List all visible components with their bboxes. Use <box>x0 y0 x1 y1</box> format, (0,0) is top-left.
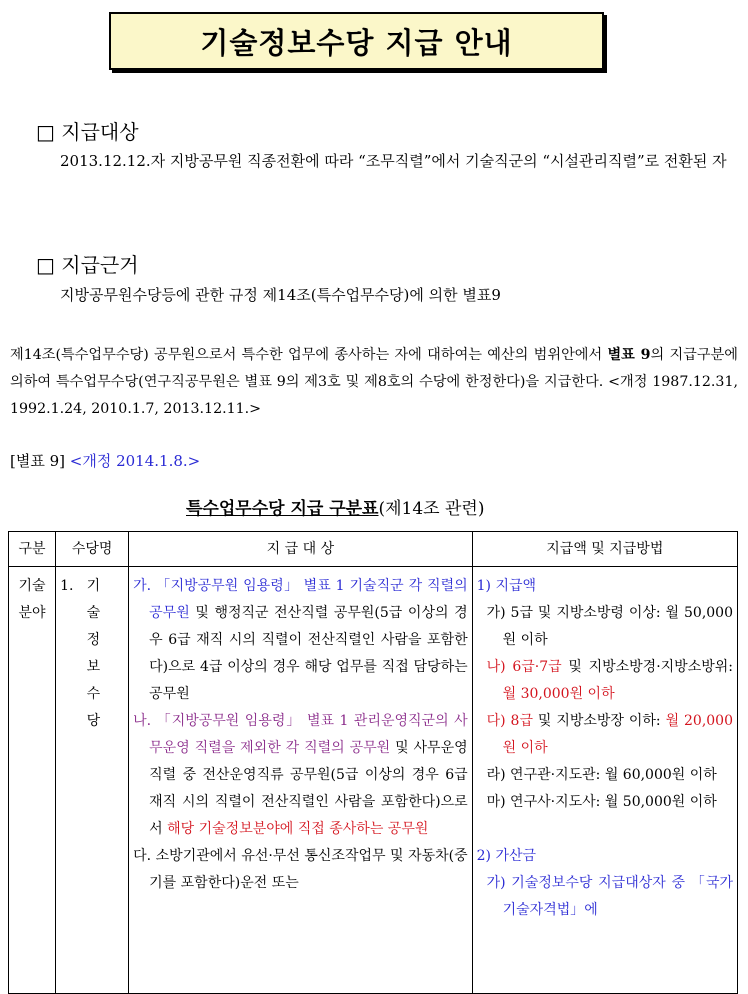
annex-revision: <개정 2014.1.8.> <box>69 452 201 470</box>
payment-c-amount: 월 20,000원 이하 <box>502 713 733 756</box>
spacer <box>477 816 733 843</box>
cell-category: 기술분야 <box>9 567 56 994</box>
payment-b-grade: 6급·7급 <box>512 659 562 675</box>
target-item-c <box>133 843 467 897</box>
target-a-highlight: 「지방공무원 임용령」 별표 1 기술직군 각 직렬의 공무원 <box>149 578 468 621</box>
target-b-prefix: 나. <box>133 713 152 729</box>
article-text-2: 의 지급구분에 의하여 특수업무수당(연구직공무원은 별표 9의 제3호 및 제8호의 수당에 한정한다)을 지급한다. <개정 1987.12.31, 1992.1.24, 2010.1.7, 2013.12.11.> <box>10 347 738 417</box>
payment-item-f: 가) 기술정보수당 지급대상자 중 「국가기술자격법」에 <box>486 875 733 918</box>
target-c-prefix: 다. <box>133 848 152 864</box>
allowance-table <box>8 531 738 994</box>
payment-b-amount: 월 30,000원 이하 <box>502 686 615 702</box>
table-title <box>186 494 484 519</box>
header-payment: 지급액 및 지급방법 <box>472 532 737 567</box>
payment-item-d: 라) 연구관·지도관: 월 60,000원 이하 <box>486 767 717 783</box>
payment-item-c <box>477 708 733 762</box>
target-a-prefix: 가. <box>133 578 152 594</box>
payment-b-prefix: 나) <box>486 659 506 675</box>
section-body-target: 2013.12.12.자 지방공무원 직종전환에 따라 “조무직렬”에서 기술직군의 “시설관리직렬”로 전환된 자 <box>60 152 727 170</box>
payment-c-prefix: 다) <box>486 713 506 729</box>
page-title: 기술정보수당 지급 안내 <box>200 25 513 60</box>
payment-item-e: 마) 연구사·지도사: 월 50,000원 이하 <box>486 794 717 810</box>
payment-heading-1: 1) 지급액 <box>476 578 537 594</box>
table-row <box>9 567 738 994</box>
target-a-rest: 및 행정직군 전산직렬 공무원(5급 이상의 경우 6급 재직 시의 직렬이 전산직렬인 사람을 포함한다)으로 4급 이상의 경우 해당 업무를 직접 담당하는 공무원 <box>149 605 468 702</box>
header-target: 지 급 대 상 <box>129 532 472 567</box>
cell-payments <box>472 567 737 994</box>
payment-heading-2: 2) 가산금 <box>476 848 537 864</box>
cell-targets <box>129 567 472 994</box>
header-allowance: 수당명 <box>56 532 129 567</box>
table-title-main: 특수업무수당 지급 구분표 <box>186 499 379 519</box>
allowance-number: 1. <box>60 578 74 594</box>
payment-b-mid: 및 지방소방경·지방소방위: <box>561 659 733 675</box>
title-box <box>109 12 604 70</box>
annex-label: [별표 9] <box>10 452 65 470</box>
target-item-a <box>133 573 467 708</box>
target-b-rest: 및 사무운영직렬 중 전산운영직류 공무원(5급 이상의 경우 6급 재직 시의 직렬이 전산직렬인 사람을 포함한다)으로서 <box>149 740 468 837</box>
annex-line <box>10 450 200 471</box>
payment-c-mid: 및 지방소방장 이하: <box>532 713 666 729</box>
section-body-basis: 지방공무원수당등에 관한 규정 제14조(특수업무수당)에 의한 별표9 <box>60 286 501 304</box>
table-title-sub: (제14조 관련) <box>378 499 485 519</box>
payment-c-grade: 8급 <box>510 713 533 729</box>
section-heading-basis: □ 지급근거 <box>36 253 139 277</box>
article-text-1: 제14조(특수업무수당) 공무원으로서 특수한 업무에 종사하는 자에 대하여는 예산의 범위안에서 <box>10 347 608 363</box>
section-heading-target: □ 지급대상 <box>36 120 139 144</box>
target-item-b <box>133 708 467 843</box>
allowance-name: 기술정보수당 <box>86 578 113 729</box>
payment-item-b <box>477 654 733 708</box>
header-category: 구분 <box>9 532 56 567</box>
target-c-text: 소방기관에서 유선·무선 통신조작업무 및 자동차(중기를 포함한다)운전 또는 <box>149 848 468 891</box>
target-b-red: 해당 기술정보분야에 직접 종사하는 공무원 <box>167 821 429 837</box>
payment-item-a: 가) 5급 및 지방소방령 이상: 월 50,000원 이하 <box>486 605 733 648</box>
article-paragraph <box>10 342 738 423</box>
table-header-row <box>9 532 738 567</box>
target-b-highlight: 「지방공무원 임용령」 별표 1 관리운영직군의 사무운영 직렬을 제외한 각 직렬의 공무원 <box>149 713 468 756</box>
article-bold: 별표 9 <box>607 347 651 363</box>
cell-allowance <box>56 567 129 994</box>
